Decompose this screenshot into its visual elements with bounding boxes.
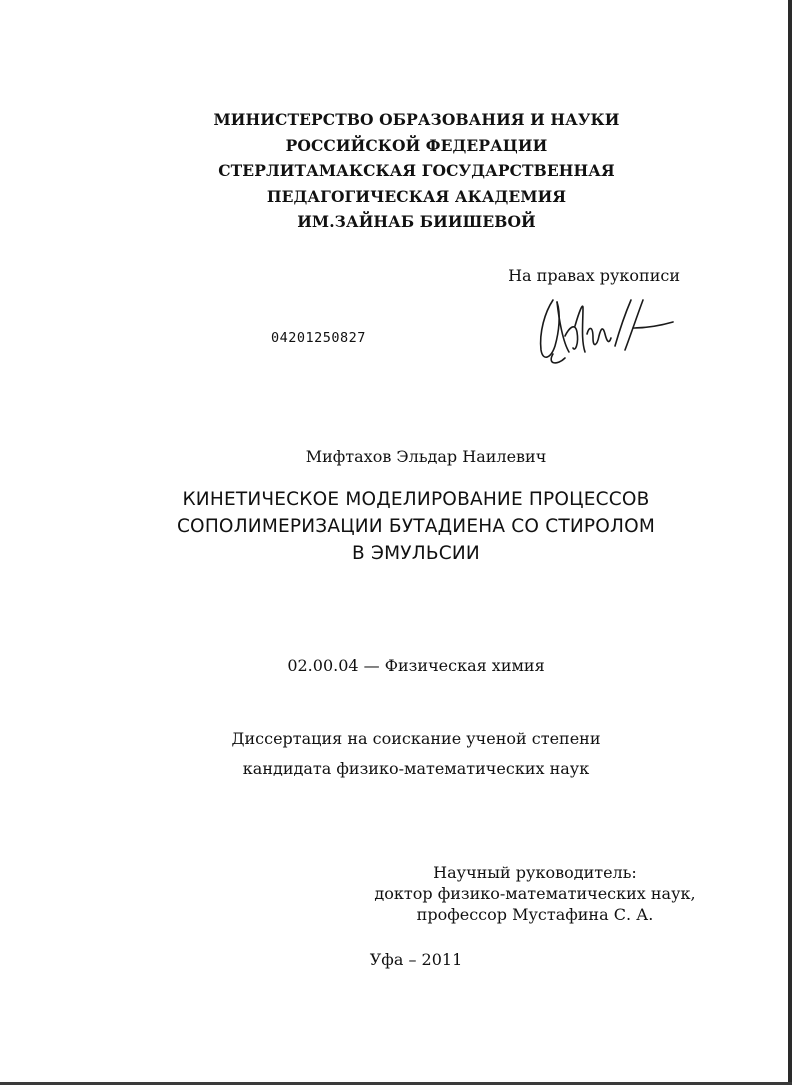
degree-statement — [150, 724, 682, 784]
registration-number: 04201250827 — [271, 330, 366, 346]
institution-line: МИНИСТЕРСТВО ОБРАЗОВАНИЯ И НАУКИ — [213, 110, 620, 129]
city-year: Уфа – 2011 — [369, 950, 463, 969]
degree-line: Диссертация на соискание ученой степени — [231, 729, 601, 748]
specialty-code: 02.00.04 — Физическая химия — [287, 656, 545, 675]
institution-line: ПЕДАГОГИЧЕСКАЯ АКАДЕМИЯ — [266, 186, 567, 206]
institution-line: СТЕРЛИТАМАКСКАЯ ГОСУДАРСТВЕННАЯ — [218, 161, 615, 180]
title-line: СОПОЛИМЕРИЗАЦИИ БУТАДИЕНА СО СТИРОЛОМ — [176, 516, 656, 537]
title-line: В ЭМУЛЬСИИ — [352, 543, 480, 564]
supervisor-line: профессор Мустафина С. А. — [416, 905, 654, 924]
institution-header — [150, 107, 683, 235]
supervisor-line: доктор физико-математических наук, — [374, 884, 696, 903]
signature-icon — [535, 292, 680, 368]
supervisor-block — [350, 862, 720, 925]
institution-line: ИМ.ЗАЙНАБ БИИШЕВОЙ — [297, 212, 536, 231]
scan-edge-right — [788, 0, 792, 1085]
title-line: КИНЕТИЧЕСКОЕ МОДЕЛИРОВАНИЕ ПРОЦЕССОВ — [182, 489, 650, 510]
institution-line: РОССИЙСКОЙ ФЕДЕРАЦИИ — [285, 135, 548, 155]
dissertation-title — [120, 486, 712, 567]
degree-line: кандидата физико-математических наук — [242, 759, 590, 778]
supervisor-line: Научный руководитель: — [433, 863, 637, 882]
manuscript-rights-notice: На правах рукописи — [508, 266, 680, 285]
author-name: Мифтахов Эльдар Наилевич — [305, 447, 547, 466]
